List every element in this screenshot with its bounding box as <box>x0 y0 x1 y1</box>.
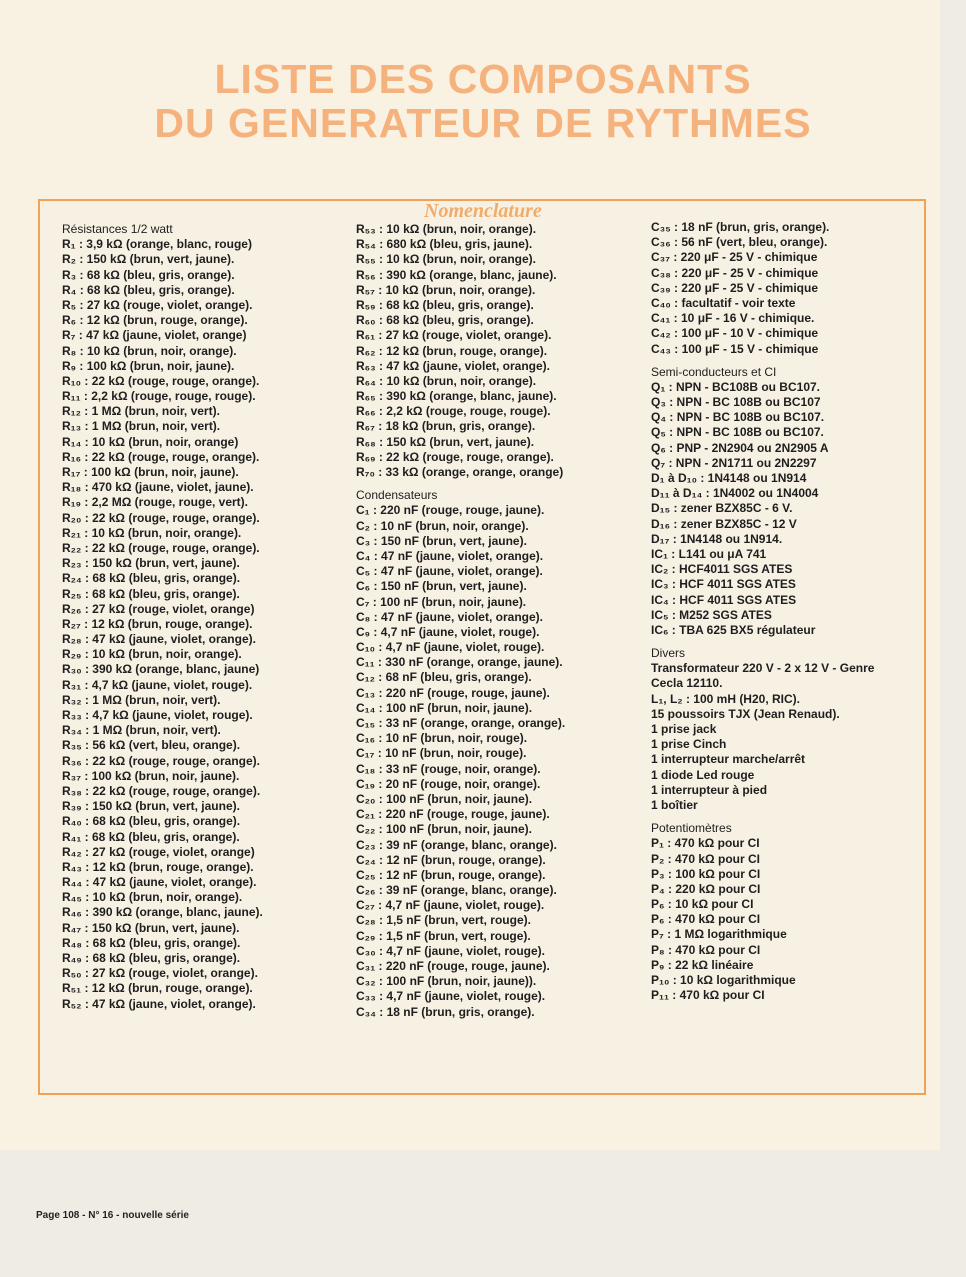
component-entry: R₂₁ : 10 kΩ (brun, noir, orange). <box>62 525 242 540</box>
component-entry: R₇ : 47 kΩ (jaune, violet, orange) <box>62 328 247 343</box>
section-heading: Divers <box>651 646 686 661</box>
component-entry: C₁₃ : 220 nF (rouge, rouge, jaune). <box>356 685 550 700</box>
component-entry: R₄₉ : 68 kΩ (bleu, gris, orange). <box>62 951 241 965</box>
component-entry: IC₅ : M252 SGS ATES <box>651 607 772 622</box>
component-entry: C₃₂ : 100 nF (brun, noir, jaune)). <box>356 974 537 989</box>
component-entry: C₂₉ : 1,5 nF (brun, vert, rouge). <box>356 928 531 943</box>
component-entry: D₁₁ à D₁₄ : 1N4002 ou 1N4004 <box>651 486 819 501</box>
component-entry: C₇ : 100 nF (brun, noir, jaune). <box>356 594 527 609</box>
component-entry: R₃₈ : 22 kΩ (rouge, rouge, orange). <box>62 783 261 798</box>
component-entry: R₆₀ : 68 kΩ (bleu, gris, orange). <box>356 313 534 328</box>
component-entry: R₄₄ : 47 kΩ (jaune, violet, orange). <box>62 875 257 890</box>
component-entry: R₆₂ : 12 kΩ (brun, rouge, orange). <box>356 343 548 358</box>
component-entry: R₂₆ : 27 kΩ (rouge, violet, orange) <box>62 601 255 616</box>
component-entry: R₅ : 27 kΩ (rouge, violet, orange). <box>62 297 253 312</box>
component-entry: R₃₀ : 390 kΩ (orange, blanc, jaune) <box>62 662 260 677</box>
component-entry: Q₁ : NPN - BC108B ou BC107. <box>651 379 820 394</box>
component-entry: R₃₇ : 100 kΩ (brun, noir, jaune). <box>62 768 240 783</box>
component-entry: R₁₇ : 100 kΩ (brun, noir, jaune). <box>62 465 239 479</box>
component-entry: R₄ : 68 kΩ (bleu, gris, orange). <box>62 282 235 297</box>
component-entry: R₂₇ : 12 kΩ (brun, rouge, orange). <box>62 616 253 631</box>
component-entry: R₃₁ : 4,7 kΩ (jaune, violet, rouge). <box>62 677 253 692</box>
component-entry: R₅₂ : 47 kΩ (jaune, violet, orange). <box>62 996 256 1011</box>
section-heading: Potentiomètres <box>651 821 732 836</box>
component-entry: C₃₆ : 56 nF (vert, bleu, orange). <box>651 235 828 250</box>
component-entry: R₅₀ : 27 kΩ (rouge, violet, orange). <box>62 966 258 981</box>
component-entry: R₃ : 68 kΩ (bleu, gris, orange). <box>62 267 235 282</box>
component-entry: C₈ : 47 nF (jaune, violet, orange). <box>356 609 543 624</box>
component-entry: 1 interrupteur à pied <box>651 782 768 797</box>
component-entry: C₄₃ : 100 μF - 15 V - chimique <box>651 341 819 356</box>
component-entry: 1 diode Led rouge <box>651 767 755 782</box>
component-entry: P₁₁ : 470 kΩ pour CI <box>651 988 765 1003</box>
component-entry: C₉ : 4,7 nF (jaune, violet, rouge). <box>356 624 540 639</box>
component-entry: R₆₅ : 390 kΩ (orange, blanc, jaune). <box>356 389 557 404</box>
component-entry: R₄₀ : 68 kΩ (bleu, gris, orange). <box>62 814 241 829</box>
component-entry: P₁ : 470 kΩ pour CI <box>651 836 760 851</box>
component-entry: C₃₉ : 220 μF - 25 V - chimique <box>651 280 818 295</box>
component-entry: R₅₅ : 10 kΩ (brun, noir, orange). <box>356 252 536 267</box>
spacer <box>356 480 565 488</box>
component-entry: R₁₈ : 470 kΩ (jaune, violet, jaune). <box>62 480 254 495</box>
component-entry: C₂₁ : 220 nF (rouge, rouge, jaune). <box>356 807 550 822</box>
component-entry: C₁₇ : 10 nF (brun, noir, rouge). <box>356 746 527 761</box>
component-entry: Q₆ : PNP - 2N2904 ou 2N2905 A <box>651 440 829 455</box>
column-resistances <box>62 222 263 1012</box>
component-entry: D₁ à D₁₀ : 1N4148 ou 1N914 <box>651 471 807 485</box>
component-entry: R₆ : 12 kΩ (brun, rouge, orange). <box>62 313 248 328</box>
component-entry: C₃₁ : 220 nF (rouge, rouge, jaune). <box>356 959 550 973</box>
component-entry: P₆ : 470 kΩ pour CI <box>651 912 761 927</box>
component-entry: L₁, L₂ : 100 mH (H20, RIC). <box>651 691 800 706</box>
component-entry: R₁₉ : 2,2 MΩ (rouge, rouge, vert). <box>62 495 249 510</box>
component-entry: R₁₁ : 2,2 kΩ (rouge, rouge, rouge). <box>62 389 256 404</box>
component-entry: R₂₄ : 68 kΩ (bleu, gris, orange). <box>62 571 241 586</box>
component-entry: R₄₃ : 12 kΩ (brun, rouge, orange). <box>62 859 254 874</box>
component-entry: R₂₅ : 68 kΩ (bleu, gris, orange). <box>62 586 240 601</box>
component-entry: R₁₆ : 22 kΩ (rouge, rouge, orange). <box>62 449 260 464</box>
component-entry: R₅₆ : 390 kΩ (orange, blanc, jaune). <box>356 267 557 282</box>
component-entry: R₁₂ : 1 MΩ (brun, noir, vert). <box>62 404 220 419</box>
page-footer: Page 108 - N° 16 - nouvelle série <box>36 1210 189 1221</box>
component-entry: R₂₂ : 22 kΩ (rouge, rouge, orange). <box>62 540 260 555</box>
component-entry: Q₅ : NPN - BC 108B ou BC107. <box>651 425 824 440</box>
component-entry: R₃₉ : 150 kΩ (brun, vert, jaune). <box>62 799 240 814</box>
component-entry: 1 interrupteur marche/arrêt <box>651 752 806 767</box>
component-entry: R₂₈ : 47 kΩ (jaune, violet, orange). <box>62 632 256 647</box>
component-entry: Transformateur 220 V - 2 x 12 V - Genre <box>651 661 875 676</box>
component-entry: Cecla 12110. <box>651 676 723 691</box>
component-entry: R₆₁ : 27 kΩ (rouge, violet, orange). <box>356 328 552 343</box>
component-entry: C₁₈ : 33 nF (rouge, noir, orange). <box>356 761 541 776</box>
component-entry: R₆₉ : 22 kΩ (rouge, rouge, orange). <box>356 449 554 464</box>
component-entry: C₁₄ : 100 nF (brun, noir, jaune). <box>356 700 533 715</box>
component-entry: R₆₈ : 150 kΩ (brun, vert, jaune). <box>356 434 535 449</box>
component-entry: R₆₄ : 10 kΩ (brun, noir, orange). <box>356 373 537 388</box>
component-entry: R₃₄ : 1 MΩ (brun, noir, vert). <box>62 723 221 738</box>
component-entry: C₂₀ : 100 nF (brun, noir, jaune). <box>356 791 533 806</box>
component-entry: R₇₀ : 33 kΩ (orange, orange, orange) <box>356 465 564 479</box>
component-entry: R₅₇ : 10 kΩ (brun, noir, orange). <box>356 282 536 297</box>
component-entry: R₂ : 150 kΩ (brun, vert, jaune). <box>62 252 235 267</box>
component-entry: IC₁ : L141 ou μA 741 <box>651 546 767 561</box>
component-entry: IC₃ : HCF 4011 SGS ATES <box>651 577 796 592</box>
component-entry: C₂₃ : 39 nF (orange, blanc, orange). <box>356 837 557 852</box>
component-entry: R₁₀ : 22 kΩ (rouge, rouge, orange). <box>62 373 260 388</box>
component-entry: R₅₁ : 12 kΩ (brun, rouge, orange). <box>62 981 253 996</box>
component-entry: C₁₆ : 10 nF (brun, noir, rouge). <box>356 731 528 746</box>
component-entry: C₄₁ : 10 μF - 16 V - chimique. <box>651 311 815 326</box>
component-entry: C₂₈ : 1,5 nF (brun, vert, rouge). <box>356 913 531 928</box>
component-entry: C₁₅ : 33 nF (orange, orange, orange). <box>356 716 566 730</box>
component-entry: R₆₃ : 47 kΩ (jaune, violet, orange). <box>356 358 550 373</box>
component-entry: C₄ : 47 nF (jaune, violet, orange). <box>356 548 544 563</box>
component-entry: C₃₈ : 220 μF - 25 V - chimique <box>651 265 819 280</box>
component-entry: C₂₇ : 4,7 nF (jaune, violet, rouge). <box>356 898 545 913</box>
page-title-line1: LISTE DES COMPOSANTS <box>214 56 752 102</box>
component-entry: D₁₆ : zener BZX85C - 12 V <box>651 516 797 531</box>
component-entry: C₁₂ : 68 nF (bleu, gris, orange). <box>356 670 532 685</box>
component-entry: C₂₂ : 100 nF (brun, noir, jaune). <box>356 822 533 837</box>
component-entry: R₈ : 10 kΩ (brun, noir, orange). <box>62 343 237 358</box>
component-entry: C₅ : 47 nF (jaune, violet, orange). <box>356 564 543 579</box>
component-entry: C₁₁ : 330 nF (orange, orange, jaune). <box>356 655 563 670</box>
component-entry: C₁ : 220 nF (rouge, rouge, jaune). <box>356 503 545 518</box>
component-entry: Q₄ : NPN - BC 108B ou BC107. <box>651 410 825 425</box>
component-entry: C₁₉ : 20 nF (rouge, noir, orange). <box>356 776 541 791</box>
component-entry: R₆₆ : 2,2 kΩ (rouge, rouge, rouge). <box>356 404 551 419</box>
component-entry: R₃₂ : 1 MΩ (brun, noir, vert). <box>62 692 221 707</box>
component-entry: P₃ : 100 kΩ pour CI <box>651 866 761 881</box>
component-entry: P₄ : 220 kΩ pour CI <box>651 881 761 896</box>
component-entry: R₁ : 3,9 kΩ (orange, blanc, rouge) <box>62 237 252 252</box>
component-entry: P₉ : 22 kΩ linéaire <box>651 957 754 972</box>
component-entry: C₃ : 150 nF (brun, vert, jaune). <box>356 533 527 548</box>
component-entry: IC₄ : HCF 4011 SGS ATES <box>651 592 797 607</box>
component-entry: R₂₀ : 22 kΩ (rouge, rouge, orange). <box>62 510 260 525</box>
component-entry: 15 poussoirs TJX (Jean Renaud). <box>651 706 840 721</box>
component-entry: R₄₆ : 390 kΩ (orange, blanc, jaune). <box>62 905 263 920</box>
component-entry: C₃₇ : 220 μF - 25 V - chimique <box>651 250 818 265</box>
component-entry: R₄₂ : 27 kΩ (rouge, violet, orange) <box>62 844 255 859</box>
spacer <box>651 813 874 821</box>
component-entry: C₄₀ : facultatif - voir texte <box>651 295 796 310</box>
component-entry: C₃₄ : 18 nF (brun, gris, orange). <box>356 1004 535 1019</box>
component-entry: R₅₄ : 680 kΩ (bleu, gris, jaune). <box>356 237 533 252</box>
component-entry: R₄₅ : 10 kΩ (brun, noir, orange). <box>62 890 243 905</box>
component-entry: R₃₆ : 22 kΩ (rouge, rouge, orange). <box>62 753 260 768</box>
component-entry: C₂₄ : 12 nF (brun, rouge, orange). <box>356 852 546 867</box>
component-entry: C₂₅ : 12 nF (brun, rouge, orange). <box>356 867 546 882</box>
component-entry: C₆ : 150 nF (brun, vert, jaune). <box>356 579 527 594</box>
component-entry: P₇ : 1 MΩ logarithmique <box>651 927 787 942</box>
page-title-line2: DU GENERATEUR DE RYTHMES <box>154 100 812 146</box>
component-entry: R₃₃ : 4,7 kΩ (jaune, violet, rouge). <box>62 708 253 722</box>
component-entry: C₂ : 10 nF (brun, noir, orange). <box>356 518 529 533</box>
component-entry: R₁₄ : 10 kΩ (brun, noir, orange) <box>62 434 239 449</box>
section-heading: Condensateurs <box>356 488 438 503</box>
component-entry: R₅₉ : 68 kΩ (bleu, gris, orange). <box>356 297 534 312</box>
component-entry: 1 prise jack <box>651 722 717 736</box>
component-entry: C₄₂ : 100 μF - 10 V - chimique <box>651 326 819 341</box>
component-entry: Q₃ : NPN - BC 108B ou BC107 <box>651 395 821 410</box>
component-entry: D₁₇ : 1N4148 ou 1N914. <box>651 531 783 546</box>
component-entry: 1 boîtier <box>651 797 698 812</box>
nomenclature-title: Nomenclature <box>424 200 542 222</box>
component-entry: D₁₅ : zener BZX85C - 6 V. <box>651 501 793 516</box>
component-entry: R₄₁ : 68 kΩ (bleu, gris, orange). <box>62 829 240 844</box>
section-heading: Résistances 1/2 watt <box>62 222 173 236</box>
column-resistances-condensateurs <box>356 222 565 1020</box>
component-entry: R₆₇ : 18 kΩ (brun, gris, orange). <box>356 419 536 434</box>
component-entry: R₅₃ : 10 kΩ (brun, noir, orange). <box>356 222 537 236</box>
component-entry: C₂₆ : 39 nF (orange, blanc, orange). <box>356 883 557 898</box>
spacer <box>651 638 874 646</box>
component-entry: IC₆ : TBA 625 BX5 régulateur <box>651 622 816 637</box>
component-entry: C₃₃ : 4,7 nF (jaune, violet, rouge). <box>356 989 546 1004</box>
component-entry: P₆ : 10 kΩ pour CI <box>651 897 754 912</box>
component-entry: C₃₅ : 18 nF (brun, gris, orange). <box>651 220 830 234</box>
component-entry: P₈ : 470 kΩ pour CI <box>651 942 761 957</box>
component-entry: P₁₀ : 10 kΩ logarithmique <box>651 973 796 987</box>
component-entry: R₄₈ : 68 kΩ (bleu, gris, orange). <box>62 935 241 950</box>
component-entry: R₉ : 100 kΩ (brun, noir, jaune). <box>62 358 235 373</box>
spacer <box>651 357 874 365</box>
component-entry: C₁₀ : 4,7 nF (jaune, violet, rouge). <box>356 640 545 655</box>
component-entry: P₂ : 470 kΩ pour CI <box>651 851 760 866</box>
component-entry: R₁₃ : 1 MΩ (brun, noir, vert). <box>62 419 221 434</box>
column-semiconducteurs-divers <box>651 220 874 1003</box>
component-entry: C₃₀ : 4,7 nF (jaune, violet, rouge). <box>356 943 545 958</box>
section-heading: Semi-conducteurs et CI <box>651 364 777 379</box>
component-entry: R₂₉ : 10 kΩ (brun, noir, orange). <box>62 647 242 662</box>
component-entry: IC₂ : HCF4011 SGS ATES <box>651 562 793 577</box>
component-entry: Q₇ : NPN - 2N1711 ou 2N2297 <box>651 455 817 470</box>
component-entry: 1 prise Cinch <box>651 737 727 752</box>
component-entry: R₂₃ : 150 kΩ (brun, vert, jaune). <box>62 556 240 571</box>
component-entry: R₄₇ : 150 kΩ (brun, vert, jaune). <box>62 920 240 935</box>
component-entry: R₃₅ : 56 kΩ (vert, bleu, orange). <box>62 738 241 753</box>
